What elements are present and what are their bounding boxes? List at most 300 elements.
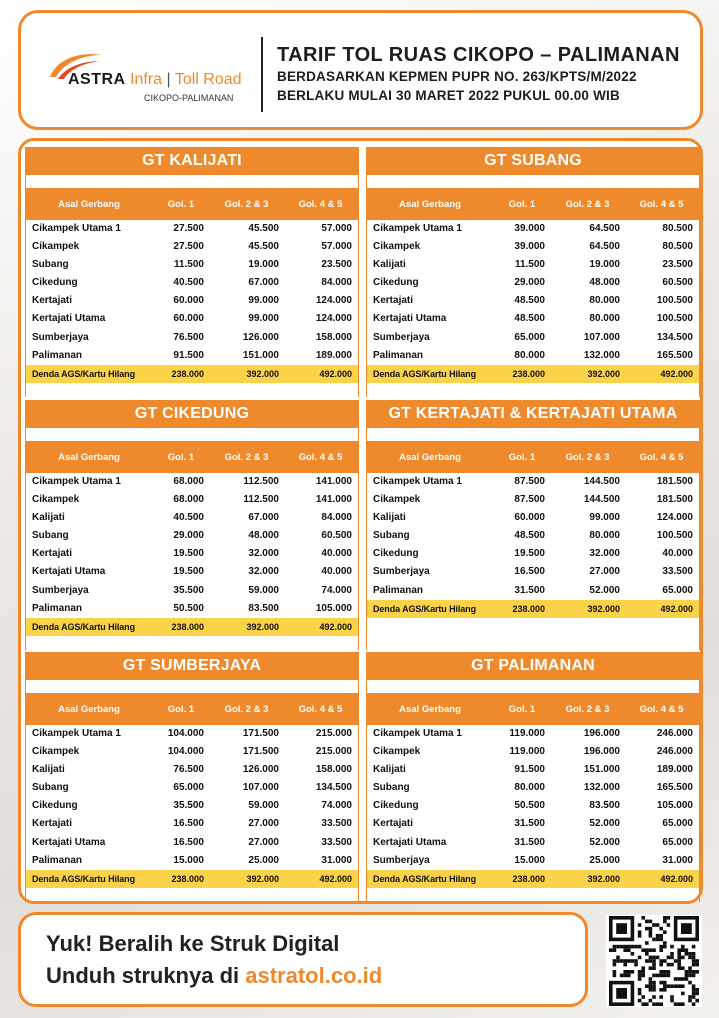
table-header-row <box>367 441 699 473</box>
tariff-cell: 165.500 <box>656 349 693 361</box>
penalty-label: Denda AGS/Kartu Hilang <box>32 873 135 884</box>
origin-gate-cell: Subang <box>32 782 69 794</box>
tariff-cell: 31.500 <box>514 836 545 848</box>
tariff-cell: 80.000 <box>589 530 620 542</box>
tariff-cell: 158.000 <box>315 764 352 776</box>
tariff-cell: 105.000 <box>656 800 693 812</box>
table-row <box>367 491 699 509</box>
tariff-cell: 35.500 <box>173 584 204 596</box>
tariff-cell: 60.000 <box>173 313 204 325</box>
column-header: Asal Gerbang <box>399 451 461 463</box>
table-row <box>26 238 358 256</box>
tariff-cell: 19.500 <box>173 566 204 578</box>
table-row <box>367 743 699 761</box>
tariff-cell: 40.500 <box>173 277 204 289</box>
table-row <box>26 527 358 545</box>
tariff-cell: 80.000 <box>514 349 545 361</box>
tariff-cell: 15.000 <box>514 854 545 866</box>
penalty-row <box>367 600 699 618</box>
tariff-cell: 19.500 <box>514 548 545 560</box>
tariff-cell: 40.500 <box>173 512 204 524</box>
table-row <box>367 238 699 256</box>
column-header: Gol. 4 & 5 <box>639 703 684 715</box>
table-row <box>26 256 358 274</box>
tariff-cell: 91.500 <box>514 764 545 776</box>
penalty-amount: 492.000 <box>319 368 352 379</box>
penalty-label: Denda AGS/Kartu Hilang <box>373 368 476 379</box>
penalty-amount: 392.000 <box>246 873 279 884</box>
origin-gate-cell: Kalijati <box>373 259 406 271</box>
table-row <box>26 329 358 347</box>
tariff-cell: 126.000 <box>242 331 279 343</box>
table-header-row <box>26 188 358 220</box>
table-row <box>26 509 358 527</box>
tariff-cell: 50.500 <box>514 800 545 812</box>
tariff-cell: 74.000 <box>321 800 352 812</box>
table-row <box>367 274 699 292</box>
penalty-row <box>367 365 699 383</box>
tariff-cell: 59.000 <box>248 584 279 596</box>
tariff-cell: 151.000 <box>583 764 620 776</box>
origin-gate-cell: Kertajati <box>373 818 414 830</box>
table-row <box>367 545 699 563</box>
table-row <box>367 527 699 545</box>
origin-gate-cell: Cikampek Utama 1 <box>373 223 462 234</box>
origin-gate-cell: Cikampek <box>373 241 421 253</box>
origin-gate-cell: Sumberjaya <box>32 584 89 596</box>
tariff-cell: 59.000 <box>248 800 279 812</box>
tariff-cell: 64.500 <box>589 223 620 234</box>
logo-wordmark <box>68 71 242 89</box>
tariff-cell: 68.000 <box>173 476 204 487</box>
tariff-cell: 84.000 <box>321 512 352 524</box>
origin-gate-cell: Kalijati <box>32 512 65 524</box>
table-row <box>367 473 699 491</box>
origin-gate-cell: Sumberjaya <box>373 331 430 343</box>
header-card <box>18 10 703 130</box>
logo-infra: Infra <box>130 71 163 88</box>
tariff-cell: 35.500 <box>173 800 204 812</box>
tariff-cell: 33.500 <box>321 836 352 848</box>
origin-gate-cell: Cikedung <box>32 800 78 812</box>
origin-gate-cell: Kertajati <box>373 295 414 307</box>
header-text <box>277 43 697 105</box>
table-row <box>26 274 358 292</box>
tariff-cell: 87.500 <box>514 494 545 506</box>
penalty-amount: 392.000 <box>587 873 620 884</box>
logo-subtitle: CIKOPO-PALIMANAN <box>144 93 234 103</box>
tariff-table <box>367 188 699 383</box>
tariff-cell: 171.500 <box>242 746 279 758</box>
origin-gate-cell: Palimanan <box>373 584 424 596</box>
panel-title: GT KALIJATI <box>26 147 358 175</box>
table-row <box>367 797 699 815</box>
tariff-cell: 134.500 <box>315 782 352 794</box>
tariff-cell: 158.000 <box>315 331 352 343</box>
table-row <box>26 600 358 618</box>
tariff-cell: 25.000 <box>589 854 620 866</box>
tariff-cell: 40.000 <box>321 548 352 560</box>
tariff-cell: 100.500 <box>656 530 693 542</box>
penalty-amount: 238.000 <box>171 873 204 884</box>
tariff-cell: 68.000 <box>173 494 204 506</box>
tariff-cell: 39.000 <box>514 223 545 234</box>
origin-gate-cell: Cikampek Utama 1 <box>32 223 121 234</box>
tariff-cell: 32.000 <box>248 566 279 578</box>
tariff-table <box>26 693 358 888</box>
table-row <box>367 582 699 600</box>
tariff-cell: 60.500 <box>662 277 693 289</box>
qr-code-graphic <box>606 915 702 1007</box>
table-row <box>367 329 699 347</box>
panel-2 <box>25 400 359 650</box>
tariff-cell: 134.500 <box>656 331 693 343</box>
tariff-table <box>367 693 699 888</box>
column-header: Gol. 4 & 5 <box>298 198 343 210</box>
penalty-amount: 238.000 <box>512 603 545 614</box>
tariff-cell: 246.000 <box>656 746 693 758</box>
origin-gate-cell: Sumberjaya <box>32 331 89 343</box>
footer-url-link[interactable]: astratol.co.id <box>245 963 383 988</box>
regulation-line: BERDASARKAN KEPMEN PUPR NO. 263/KPTS/M/2022 <box>277 69 637 84</box>
tariff-table <box>367 441 699 618</box>
tariff-cell: 124.000 <box>656 512 693 524</box>
origin-gate-cell: Subang <box>373 782 410 794</box>
tariff-cell: 16.500 <box>514 566 545 578</box>
column-header: Asal Gerbang <box>399 198 461 210</box>
column-header: Gol. 1 <box>508 451 536 463</box>
origin-gate-cell: Palimanan <box>32 854 83 866</box>
table-row <box>367 509 699 527</box>
tariff-cell: 60.500 <box>321 530 352 542</box>
tariff-cell: 32.000 <box>248 548 279 560</box>
tariff-cell: 80.000 <box>589 313 620 325</box>
tariff-cell: 19.000 <box>589 259 620 271</box>
column-header: Asal Gerbang <box>58 198 120 210</box>
table-header-row <box>26 693 358 725</box>
tariff-cell: 27.500 <box>173 241 204 253</box>
effective-date-line: BERLAKU MULAI 30 MARET 2022 PUKUL 00.00 WIB <box>277 88 620 103</box>
table-row <box>26 563 358 581</box>
tariff-cell: 181.500 <box>656 494 693 506</box>
penalty-row <box>26 365 358 383</box>
origin-gate-cell: Palimanan <box>373 349 424 361</box>
tariff-cell: 76.500 <box>173 764 204 776</box>
table-row <box>26 761 358 779</box>
footer-card <box>18 912 588 1007</box>
penalty-amount: 492.000 <box>660 873 693 884</box>
penalty-amount: 238.000 <box>171 621 204 632</box>
tariff-cell: 27.500 <box>173 223 204 234</box>
column-header: Gol. 4 & 5 <box>298 703 343 715</box>
tariff-cell: 16.500 <box>173 836 204 848</box>
tariff-cell: 27.000 <box>248 836 279 848</box>
panel-3 <box>366 400 700 650</box>
penalty-amount: 392.000 <box>587 603 620 614</box>
tariff-cell: 31.500 <box>514 584 545 596</box>
penalty-amount: 392.000 <box>587 368 620 379</box>
tariff-cell: 100.500 <box>656 313 693 325</box>
tariff-cell: 50.500 <box>173 602 204 614</box>
table-row <box>367 292 699 310</box>
table-row <box>26 347 358 365</box>
origin-gate-cell: Subang <box>32 530 69 542</box>
tariff-cell: 65.000 <box>662 584 693 596</box>
origin-gate-cell: Kertajati <box>32 295 73 307</box>
tariff-cell: 124.000 <box>315 313 352 325</box>
table-row <box>26 473 358 491</box>
penalty-amount: 238.000 <box>512 873 545 884</box>
origin-gate-cell: Cikedung <box>373 277 419 289</box>
penalty-amount: 238.000 <box>512 368 545 379</box>
tariff-cell: 29.000 <box>514 277 545 289</box>
tariff-cell: 76.500 <box>173 331 204 343</box>
origin-gate-cell: Cikampek <box>32 494 80 506</box>
origin-gate-cell: Palimanan <box>32 602 83 614</box>
tariff-cell: 80.000 <box>589 295 620 307</box>
column-header: Gol. 4 & 5 <box>298 451 343 463</box>
column-header: Gol. 1 <box>167 451 195 463</box>
tariff-cell: 105.000 <box>315 602 352 614</box>
tariff-cell: 40.000 <box>662 548 693 560</box>
origin-gate-cell: Kalijati <box>373 764 406 776</box>
tariff-cell: 141.000 <box>315 476 352 487</box>
column-header: Asal Gerbang <box>58 451 120 463</box>
logo-separator: | <box>166 71 171 88</box>
penalty-row <box>26 870 358 888</box>
tariff-cell: 126.000 <box>242 764 279 776</box>
table-row <box>26 797 358 815</box>
tariff-cell: 33.500 <box>321 818 352 830</box>
tariff-cell: 119.000 <box>509 728 545 739</box>
tariff-cell: 189.000 <box>656 764 693 776</box>
penalty-row <box>367 870 699 888</box>
table-header-row <box>367 188 699 220</box>
tariff-cell: 171.500 <box>242 728 279 739</box>
footer-line-1: Yuk! Beralih ke Struk Digital <box>46 931 340 956</box>
panel-title: GT KERTAJATI & KERTAJATI UTAMA <box>367 400 699 428</box>
table-row <box>26 545 358 563</box>
panel-1 <box>366 147 700 397</box>
origin-gate-cell: Subang <box>32 259 69 271</box>
tariff-cell: 100.500 <box>656 295 693 307</box>
tariff-cell: 83.500 <box>589 800 620 812</box>
logo-brand: ASTRA <box>68 71 126 88</box>
penalty-amount: 392.000 <box>246 368 279 379</box>
column-header: Gol. 2 & 3 <box>224 198 269 210</box>
tariff-cell: 52.000 <box>589 818 620 830</box>
tariff-cell: 80.000 <box>514 782 545 794</box>
origin-gate-cell: Cikampek <box>32 241 80 253</box>
origin-gate-cell: Cikedung <box>32 277 78 289</box>
column-header: Gol. 1 <box>167 703 195 715</box>
tariff-cell: 165.500 <box>656 782 693 794</box>
penalty-amount: 492.000 <box>660 603 693 614</box>
penalty-amount: 238.000 <box>171 368 204 379</box>
tariff-cell: 19.000 <box>248 259 279 271</box>
tariff-cell: 52.000 <box>589 584 620 596</box>
column-header: Asal Gerbang <box>58 703 120 715</box>
penalty-amount: 392.000 <box>246 621 279 632</box>
tariff-cell: 31.000 <box>662 854 693 866</box>
tariff-cell: 196.000 <box>583 746 620 758</box>
tariff-cell: 104.000 <box>167 746 204 758</box>
table-row <box>367 256 699 274</box>
qr-code-icon[interactable] <box>606 915 702 1007</box>
origin-gate-cell: Kertajati <box>32 818 73 830</box>
tariff-cell: 215.000 <box>315 746 352 758</box>
panel-5 <box>366 652 700 902</box>
panel-title: GT PALIMANAN <box>367 652 699 680</box>
tariff-cell: 65.000 <box>173 782 204 794</box>
tariff-cell: 246.000 <box>656 728 693 739</box>
penalty-amount: 492.000 <box>660 368 693 379</box>
table-row <box>367 852 699 870</box>
column-header: Gol. 1 <box>508 703 536 715</box>
tariff-cell: 196.000 <box>583 728 620 739</box>
tariff-cell: 19.500 <box>173 548 204 560</box>
column-header: Gol. 2 & 3 <box>565 451 610 463</box>
tariff-cell: 31.000 <box>321 854 352 866</box>
origin-gate-cell: Sumberjaya <box>373 854 430 866</box>
tariff-cell: 57.000 <box>321 223 352 234</box>
column-header: Gol. 2 & 3 <box>565 703 610 715</box>
column-header: Gol. 4 & 5 <box>639 451 684 463</box>
origin-gate-cell: Kertajati Utama <box>373 836 447 848</box>
tariff-cell: 48.500 <box>514 530 545 542</box>
tariff-cell: 52.000 <box>589 836 620 848</box>
origin-gate-cell: Cikampek Utama 1 <box>373 476 462 487</box>
penalty-amount: 492.000 <box>319 621 352 632</box>
tariff-cell: 48.500 <box>514 313 545 325</box>
tariff-cell: 67.000 <box>248 512 279 524</box>
origin-gate-cell: Cikampek <box>373 746 421 758</box>
header-divider <box>261 37 263 112</box>
origin-gate-cell: Kalijati <box>373 512 406 524</box>
origin-gate-cell: Cikampek Utama 1 <box>32 476 121 487</box>
column-header: Gol. 1 <box>167 198 195 210</box>
table-row <box>367 761 699 779</box>
origin-gate-cell: Kertajati Utama <box>32 836 106 848</box>
table-row <box>26 220 358 238</box>
tariff-cell: 32.000 <box>589 548 620 560</box>
tariff-cell: 45.500 <box>248 223 279 234</box>
tariff-card <box>18 138 703 904</box>
origin-gate-cell: Kalijati <box>32 764 65 776</box>
tariff-cell: 33.500 <box>662 566 693 578</box>
tariff-cell: 124.000 <box>315 295 352 307</box>
tariff-cell: 27.000 <box>248 818 279 830</box>
panel-title: GT CIKEDUNG <box>26 400 358 428</box>
origin-gate-cell: Sumberjaya <box>373 566 430 578</box>
tariff-cell: 15.000 <box>173 854 204 866</box>
column-header: Gol. 4 & 5 <box>639 198 684 210</box>
tariff-cell: 112.500 <box>243 494 279 506</box>
logo-toll-road: Toll Road <box>174 71 242 88</box>
origin-gate-cell: Cikampek <box>32 746 80 758</box>
tariff-cell: 99.000 <box>589 512 620 524</box>
tariff-cell: 16.500 <box>173 818 204 830</box>
table-row <box>26 834 358 852</box>
penalty-row <box>26 618 358 636</box>
table-row <box>367 725 699 743</box>
origin-gate-cell: Cikedung <box>373 800 419 812</box>
tariff-cell: 141.000 <box>315 494 352 506</box>
column-header: Gol. 2 & 3 <box>565 198 610 210</box>
tariff-cell: 60.000 <box>514 512 545 524</box>
origin-gate-cell: Kertajati Utama <box>32 313 106 325</box>
origin-gate-cell: Cikedung <box>373 548 419 560</box>
table-row <box>26 779 358 797</box>
tariff-cell: 60.000 <box>173 295 204 307</box>
panel-title: GT SUMBERJAYA <box>26 652 358 680</box>
column-header: Asal Gerbang <box>399 703 461 715</box>
tariff-cell: 84.000 <box>321 277 352 289</box>
origin-gate-cell: Kertajati Utama <box>32 566 106 578</box>
table-row <box>26 725 358 743</box>
penalty-label: Denda AGS/Kartu Hilang <box>32 368 135 379</box>
table-row <box>26 491 358 509</box>
tariff-cell: 83.500 <box>248 602 279 614</box>
table-row <box>367 220 699 238</box>
penalty-amount: 492.000 <box>319 873 352 884</box>
column-header: Gol. 1 <box>508 198 536 210</box>
footer-line-2 <box>46 963 382 989</box>
tariff-cell: 31.500 <box>514 818 545 830</box>
table-row <box>367 310 699 328</box>
tariff-cell: 107.000 <box>583 331 620 343</box>
tariff-cell: 99.000 <box>248 313 279 325</box>
table-row <box>367 563 699 581</box>
tariff-cell: 57.000 <box>321 241 352 253</box>
penalty-label: Denda AGS/Kartu Hilang <box>32 621 135 632</box>
tariff-cell: 112.500 <box>243 476 279 487</box>
tariff-table <box>26 441 358 636</box>
tariff-cell: 65.000 <box>662 818 693 830</box>
footer-download-text: Unduh struknya di <box>46 963 240 988</box>
page-title: TARIF TOL RUAS CIKOPO – PALIMANAN <box>277 44 680 66</box>
tariff-cell: 40.000 <box>321 566 352 578</box>
tariff-cell: 91.500 <box>173 349 204 361</box>
origin-gate-cell: Cikampek <box>373 494 421 506</box>
table-row <box>26 815 358 833</box>
table-row <box>367 815 699 833</box>
tariff-cell: 23.500 <box>321 259 352 271</box>
column-header: Gol. 2 & 3 <box>224 703 269 715</box>
tariff-cell: 104.000 <box>167 728 204 739</box>
tariff-cell: 99.000 <box>248 295 279 307</box>
tariff-cell: 67.000 <box>248 277 279 289</box>
origin-gate-cell: Subang <box>373 530 410 542</box>
tariff-cell: 215.000 <box>315 728 352 739</box>
tariff-table <box>26 188 358 383</box>
table-header-row <box>367 693 699 725</box>
tariff-cell: 48.500 <box>514 295 545 307</box>
tariff-cell: 27.000 <box>589 566 620 578</box>
tariff-cell: 132.000 <box>583 782 620 794</box>
tariff-cell: 23.500 <box>662 259 693 271</box>
table-header-row <box>26 441 358 473</box>
tariff-cell: 87.500 <box>514 476 545 487</box>
table-row <box>367 779 699 797</box>
origin-gate-cell: Kertajati Utama <box>373 313 447 325</box>
tariff-cell: 189.000 <box>315 349 352 361</box>
tariff-cell: 11.500 <box>173 259 204 271</box>
tariff-cell: 132.000 <box>583 349 620 361</box>
tariff-cell: 119.000 <box>509 746 545 758</box>
tariff-cell: 25.000 <box>248 854 279 866</box>
panel-0 <box>25 147 359 397</box>
